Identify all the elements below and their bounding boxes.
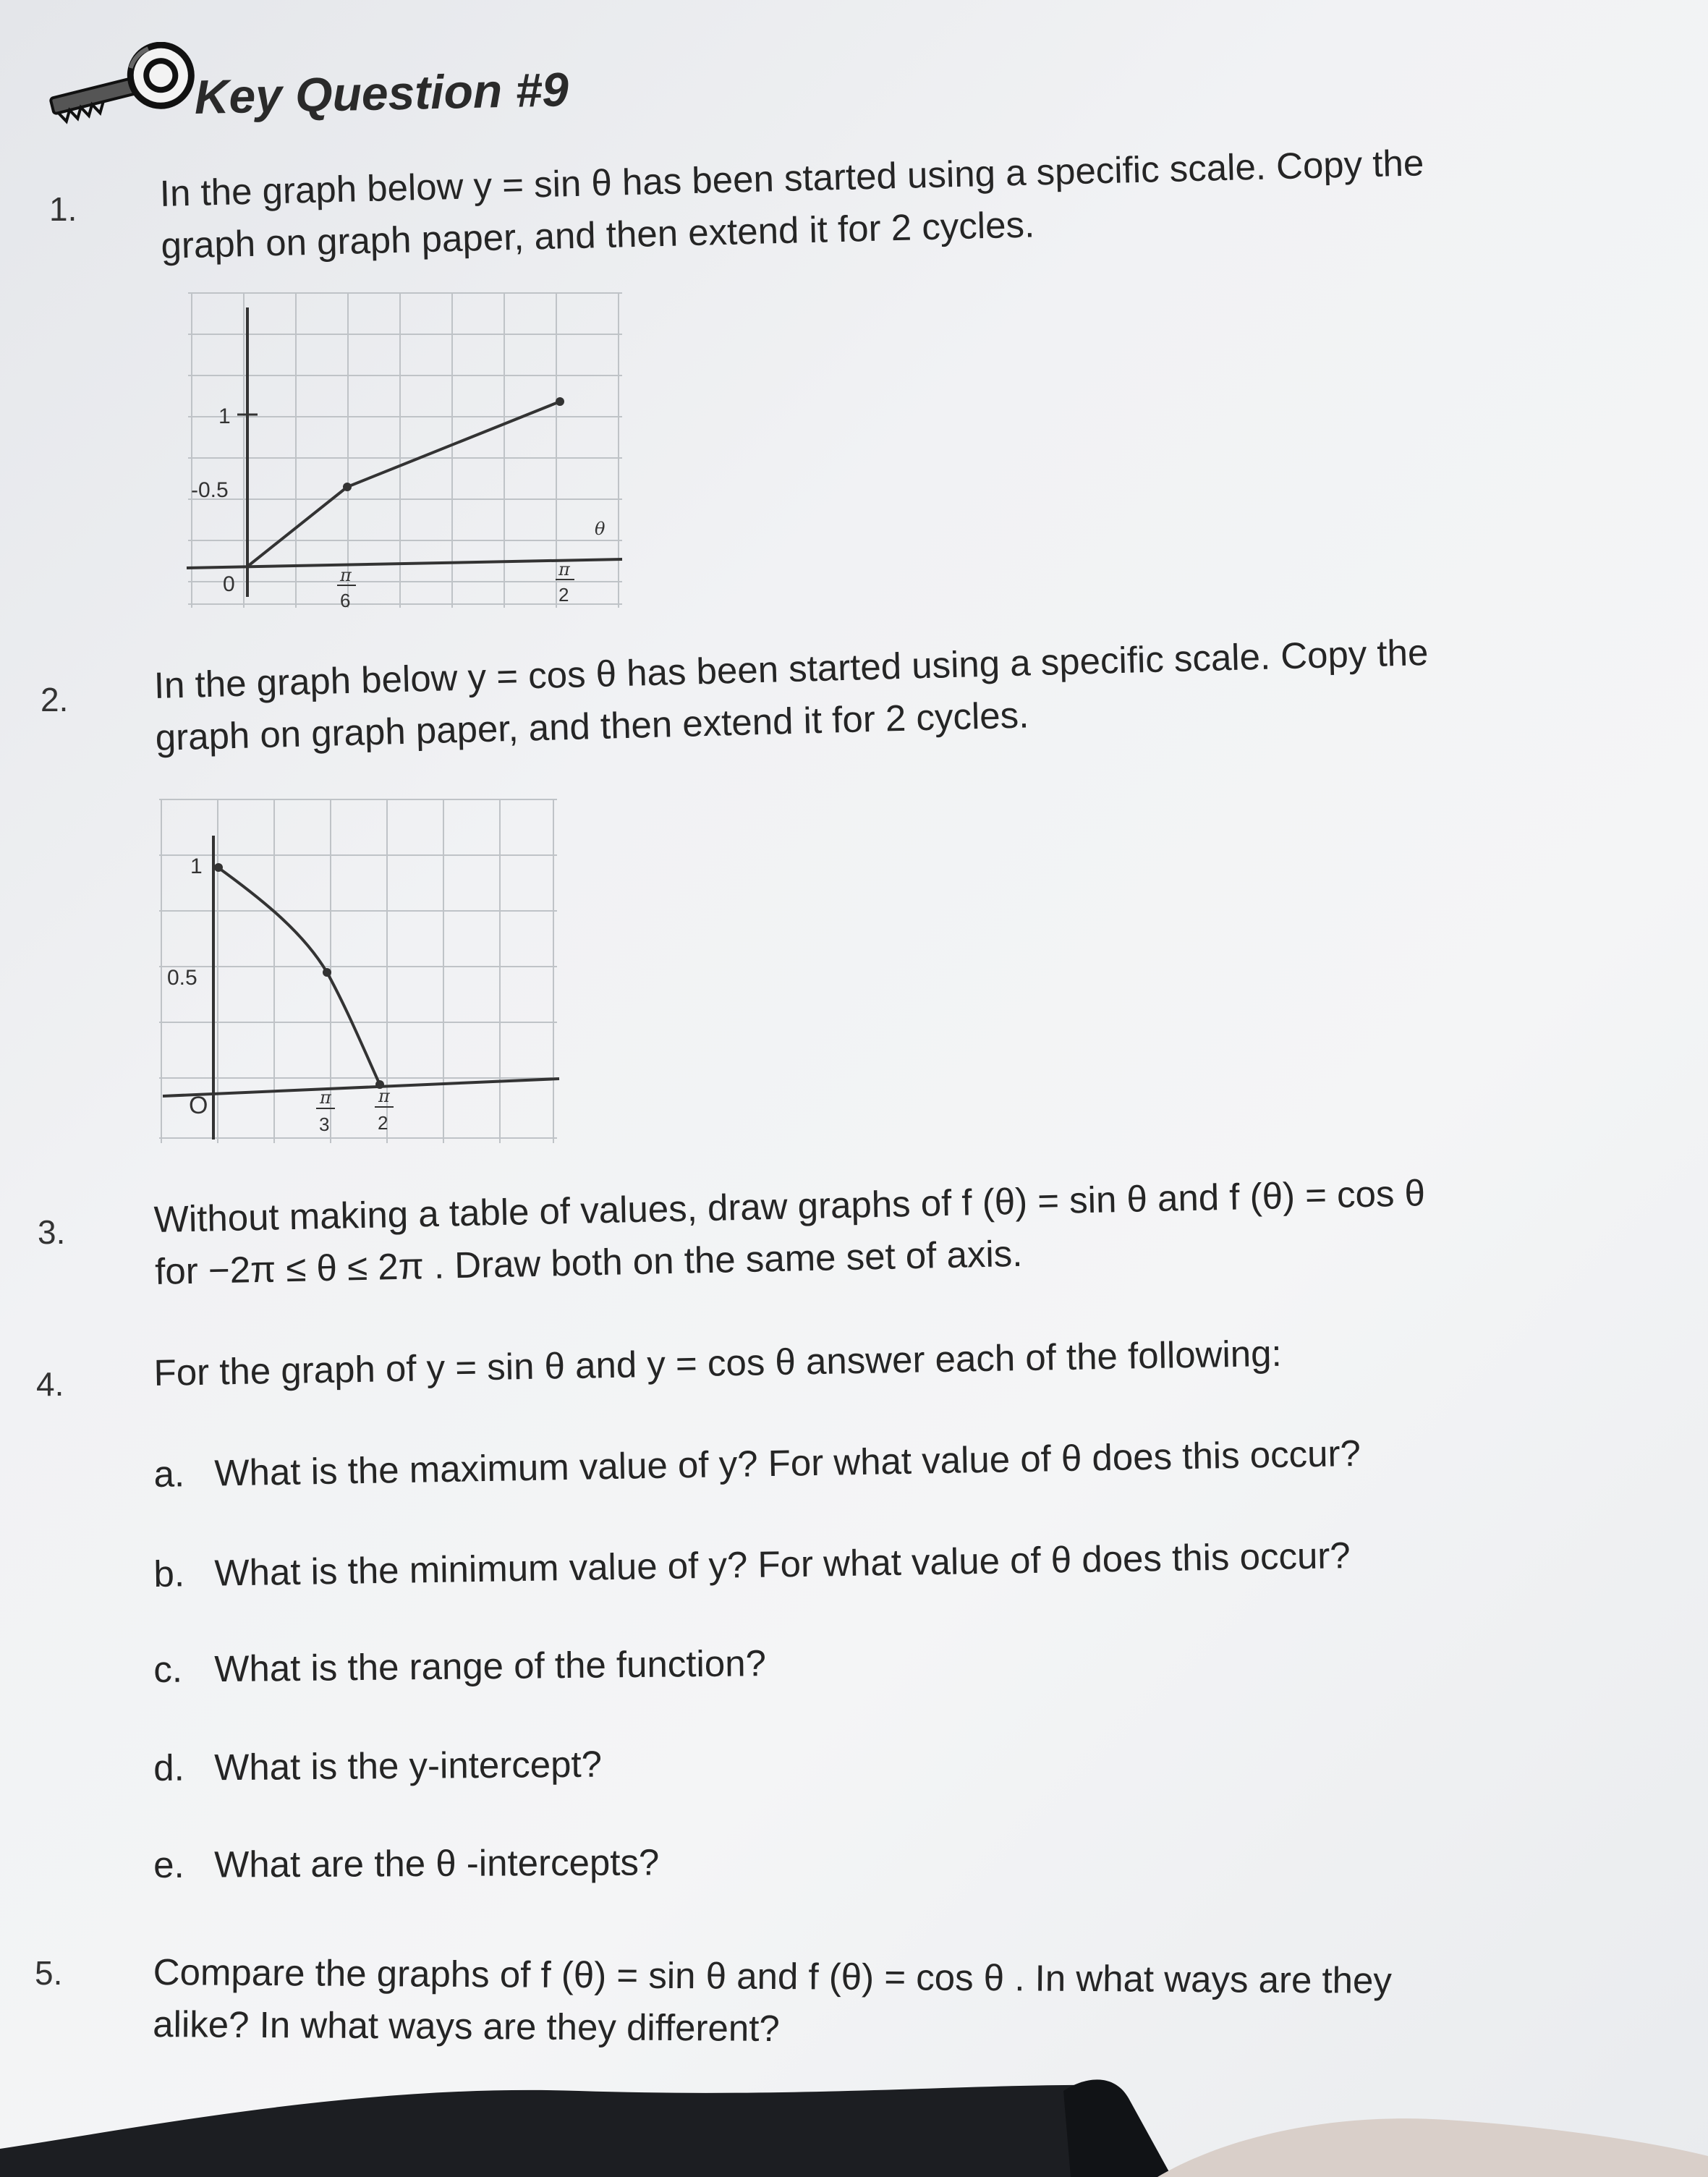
question-2-line-2: graph on graph paper, and then extend it for 2 cycles. (155, 694, 1029, 758)
sine-point-pi6 (343, 483, 352, 491)
sine-theta-label: θ (595, 519, 606, 539)
sine-x-label-pi2-den: 2 (558, 584, 569, 606)
sine-curve (247, 402, 560, 566)
cosine-x-label-pi3-den: 3 (319, 1113, 330, 1135)
question-1-text (159, 137, 1426, 272)
question-5-line-1: Compare the graphs of f (θ) = sin θ and f (θ) = cos θ . In what ways are they (153, 1951, 1393, 2001)
question-number-2: 2. (41, 681, 69, 718)
question-5-text (153, 1946, 1392, 2059)
question-4-part-c (153, 1642, 766, 1691)
part-c-letter: c. (153, 1648, 183, 1690)
part-b-text: What is the minimum value of y? For what value of θ does this occur? (214, 1535, 1351, 1594)
question-3-line-2: for −2π ≤ θ ≤ 2π . Draw both on the same set of axis. (154, 1232, 1023, 1292)
part-d-text: What is the y-intercept? (214, 1743, 603, 1788)
part-b-letter: b. (153, 1553, 185, 1595)
question-1-line-2: graph on graph paper, and then extend it for 2 cycles. (160, 203, 1035, 266)
question-5-line-2: alike? In what ways are they different? (153, 2003, 780, 2050)
question-4-part-b (153, 1534, 1351, 1595)
cosine-point-pi3 (323, 968, 331, 977)
cosine-graph (148, 792, 568, 1161)
sine-graph (174, 286, 637, 626)
cosine-x-label-pi3-num: π (320, 1087, 331, 1108)
question-number-4: 4. (36, 1365, 64, 1403)
cosine-origin-label: O (189, 1092, 208, 1119)
question-4-part-d (153, 1743, 602, 1789)
part-a-text: What is the maximum value of y? For what value of θ does this occur? (214, 1432, 1361, 1494)
question-3-text (153, 1167, 1427, 1298)
cosine-x-label-pi2-den: 2 (378, 1112, 388, 1134)
cosine-y-label-half: 0.5 (167, 966, 197, 990)
part-d-letter: d. (153, 1747, 185, 1788)
question-2-text (153, 627, 1430, 764)
cosine-curve (217, 867, 380, 1085)
question-number-5: 5. (35, 1954, 63, 1992)
question-3-line-1: Without making a table of values, draw graphs of f (θ) = sin θ and f (θ) = cos θ (153, 1172, 1426, 1240)
sine-point-pi2 (556, 397, 564, 406)
sine-x-label-pi6-num: π (340, 565, 352, 585)
part-e-letter: e. (153, 1843, 184, 1885)
question-4-part-e (153, 1841, 659, 1886)
part-a-letter: a. (153, 1453, 185, 1495)
question-2-line-1: In the graph below y = cos θ has been started using a specific scale. Copy the (153, 631, 1429, 706)
sine-x-label-pi6-den: 6 (340, 590, 351, 611)
bottom-shadow (0, 2069, 1708, 2177)
question-4-text (153, 1328, 1282, 1399)
page-title: Key Question #9 (194, 62, 569, 124)
part-e-text: What are the θ -intercepts? (214, 1841, 660, 1885)
sine-y-label-half: -0.5 (191, 478, 229, 502)
cosine-y-label-1: 1 (190, 854, 203, 878)
sine-x-label-pi2-num: π (558, 559, 570, 580)
sine-y-label-1: 1 (218, 404, 231, 428)
question-number-3: 3. (38, 1213, 66, 1251)
question-1-line-1: In the graph below y = sin θ has been started using a specific scale. Copy the (159, 142, 1424, 214)
cosine-point-0 (214, 863, 223, 872)
cosine-x-label-pi2-num: π (378, 1086, 390, 1106)
key-icon (45, 42, 197, 129)
cosine-graph-grid (159, 799, 557, 1143)
question-4-line-1: For the graph of y = sin θ and y = cos θ answer each of the following: (153, 1332, 1283, 1393)
sine-origin-label: 0 (223, 572, 235, 596)
question-4-part-a (153, 1432, 1361, 1495)
question-number-1: 1. (49, 190, 77, 228)
part-c-text: What is the range of the function? (214, 1642, 767, 1690)
